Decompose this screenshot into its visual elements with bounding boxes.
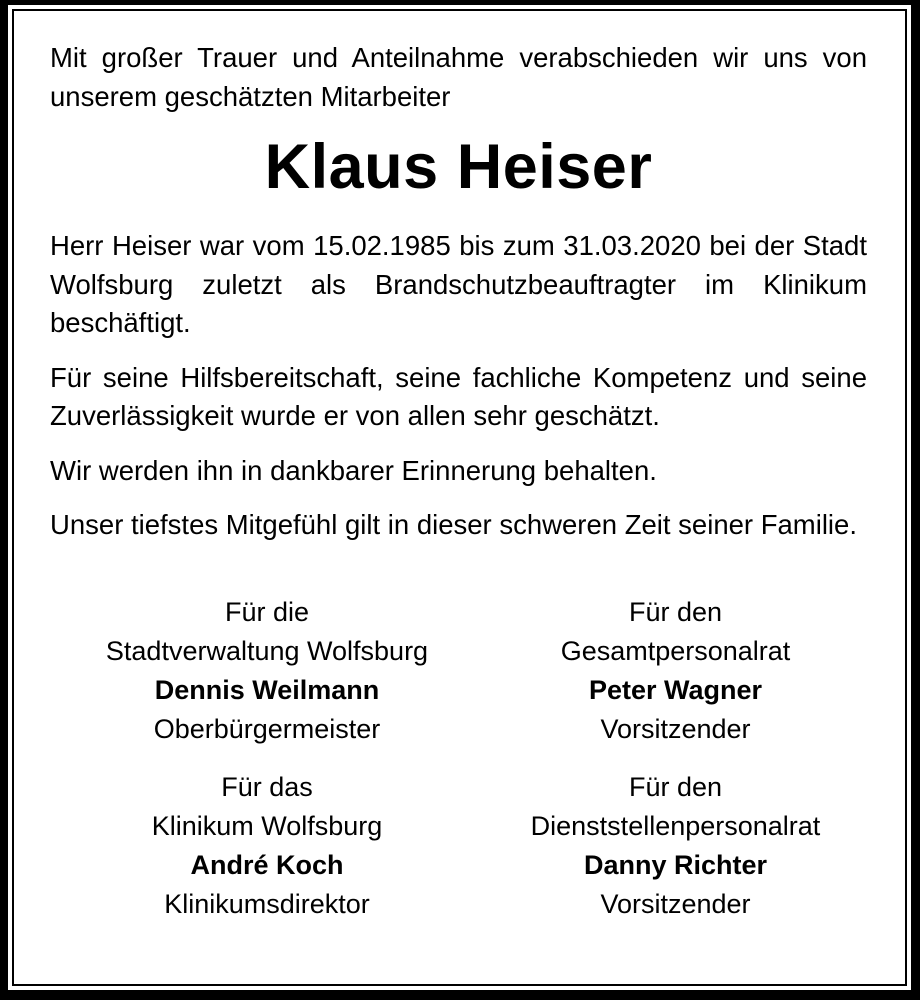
signer-name: Dennis Weilmann — [154, 674, 380, 705]
signer-name: Danny Richter — [583, 849, 768, 880]
signer-role: Klinikumsdirektor — [164, 888, 370, 919]
signature-organization: Dienststellenpersonalrat — [530, 810, 821, 841]
signer-name: Peter Wagner — [588, 674, 763, 705]
signature-block-gesamtpersonalrat — [484, 593, 867, 749]
paragraph-appreciation: Für seine Hilfsbereitschaft, seine fachliche Kompetenz und seine Zuverlässigkeit wurde er von allen sehr geschätzt. — [50, 361, 867, 431]
signature-block-stadtverwaltung — [50, 593, 484, 749]
signature-block-klinikum — [50, 768, 484, 924]
signature-block-dienststellenpersonalrat — [484, 768, 867, 924]
signer-role: Oberbürgermeister — [153, 713, 381, 744]
deceased-name-title: Klaus Heiser — [264, 132, 653, 202]
signer-role: Vorsitzender — [600, 888, 751, 919]
obituary-notice-frame — [8, 5, 911, 990]
signature-for-line: Für das — [221, 771, 313, 802]
paragraph-remembrance: Wir werden ihn in dankbarer Erinnerung behalten. — [50, 454, 657, 486]
obituary-inner-border — [12, 9, 907, 986]
paragraph-condolence: Unser tiefstes Mitgefühl gilt in dieser schweren Zeit seiner Familie. — [50, 509, 857, 540]
signer-name: André Koch — [190, 849, 344, 880]
signature-for-line: Für die — [224, 596, 310, 627]
signature-for-line: Für den — [628, 596, 723, 627]
signature-for-line: Für den — [628, 771, 723, 802]
signature-organization: Stadtverwaltung Wolfsburg — [105, 635, 429, 666]
signature-organization: Klinikum Wolfsburg — [151, 810, 383, 841]
signature-grid — [50, 593, 867, 924]
signature-organization: Gesamtpersonalrat — [560, 635, 791, 666]
signer-role: Vorsitzender — [600, 713, 751, 744]
paragraph-employment: Herr Heiser war vom 15.02.1985 bis zum 31.03.2020 bei der Stadt Wolfsburg zuletzt als Brandschutzbeauftragter im Klinikum beschäftigt. — [50, 230, 867, 338]
intro-paragraph: Mit großer Trauer und Anteilnahme verabschieden wir uns von unserem geschätzten Mitarbeiter — [50, 42, 867, 112]
